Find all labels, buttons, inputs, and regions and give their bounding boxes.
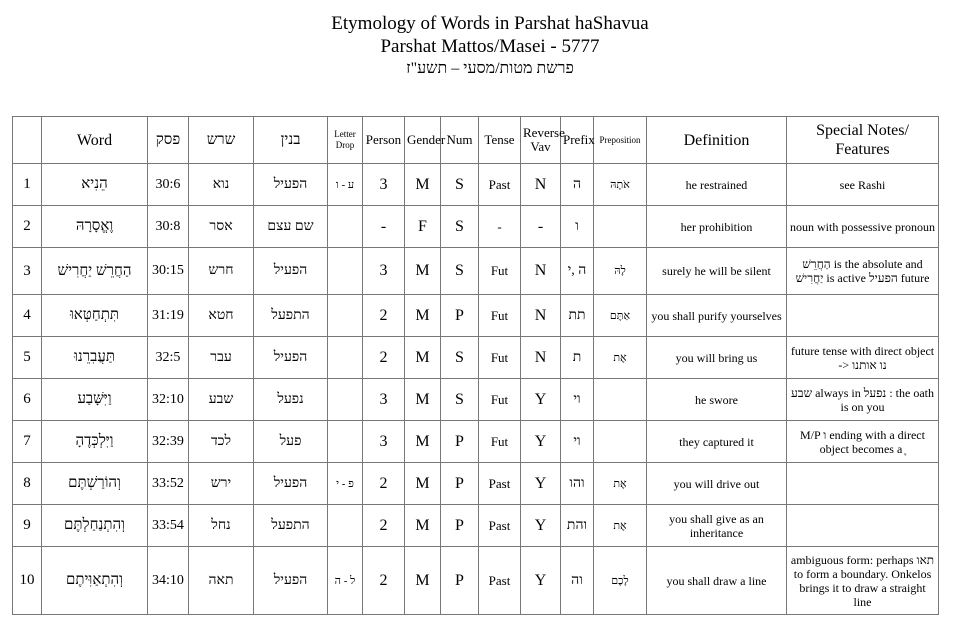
header-cell-shoresh: שרש xyxy=(189,117,254,164)
table-row xyxy=(13,505,939,547)
gender-cell: M xyxy=(405,248,441,295)
row-number: 6 xyxy=(13,379,42,421)
word-cell: וֶאֱסָרָהּ xyxy=(42,206,148,248)
prefix-cell: ו xyxy=(561,206,594,248)
prefix-cell: תת xyxy=(561,295,594,337)
binyan-cell: הפעיל xyxy=(254,164,328,206)
row-number: 9 xyxy=(13,505,42,547)
hebrew-title: פרשת מטות/מסעי – תשע"ז xyxy=(406,60,574,77)
notes-cell: see Rashi xyxy=(787,164,939,206)
notes-cell: הַחֲרֵשׁ is the absolute and יַחֲרִישׁ is active הפעיל future xyxy=(787,248,939,295)
binyan-cell: הפעיל xyxy=(254,463,328,505)
definition-cell: you shall draw a line xyxy=(647,547,787,615)
header-cell-reverse-vav: Reverse Vav xyxy=(521,117,561,164)
header-cell-binyan: בנין xyxy=(254,117,328,164)
word-cell: הֵנִיא xyxy=(42,164,148,206)
header-cell-word: Word xyxy=(42,117,148,164)
gender-cell: M xyxy=(405,164,441,206)
person-cell: 2 xyxy=(363,337,405,379)
tense-cell: Past xyxy=(479,463,521,505)
person-cell: 3 xyxy=(363,164,405,206)
reverse-vav-cell: N xyxy=(521,295,561,337)
tense-cell: Fut xyxy=(479,337,521,379)
row-number: 5 xyxy=(13,337,42,379)
reverse-vav-cell: Y xyxy=(521,505,561,547)
binyan-cell: הפעיל xyxy=(254,337,328,379)
number-cell: S xyxy=(441,206,479,248)
person-cell: 3 xyxy=(363,248,405,295)
shoresh-cell: שבע xyxy=(189,379,254,421)
tense-cell: Fut xyxy=(479,379,521,421)
gender-cell: M xyxy=(405,337,441,379)
definition-cell: you will bring us xyxy=(647,337,787,379)
definition-cell: surely he will be silent xyxy=(647,248,787,295)
reverse-vav-cell: Y xyxy=(521,547,561,615)
word-cell: תַּעֲבִרֵנוּ xyxy=(42,337,148,379)
shoresh-cell: אסר xyxy=(189,206,254,248)
notes-cell xyxy=(787,295,939,337)
notes-cell xyxy=(787,463,939,505)
gender-cell: M xyxy=(405,463,441,505)
header-cell-num-sp: Num xyxy=(441,117,479,164)
letter-drop-cell: פ - י xyxy=(328,463,363,505)
reverse-vav-cell: N xyxy=(521,164,561,206)
letter-drop-cell xyxy=(328,295,363,337)
pasuk-cell: 33:54 xyxy=(148,505,189,547)
preposition-cell xyxy=(594,421,647,463)
header-cell-prefix: Prefix xyxy=(561,117,594,164)
preposition-cell: אֹתָהּ xyxy=(594,164,647,206)
shoresh-cell: עבר xyxy=(189,337,254,379)
row-number: 4 xyxy=(13,295,42,337)
definition-cell: they captured it xyxy=(647,421,787,463)
binyan-cell: התפעל xyxy=(254,295,328,337)
table-row xyxy=(13,379,939,421)
preposition-cell: אֶת xyxy=(594,463,647,505)
pasuk-cell: 34:10 xyxy=(148,547,189,615)
prefix-cell: וה xyxy=(561,547,594,615)
header-cell-pasuk: פסק xyxy=(148,117,189,164)
binyan-cell: הפעיל xyxy=(254,248,328,295)
header-cell-letter-drop: Letter Drop xyxy=(328,117,363,164)
number-cell: P xyxy=(441,463,479,505)
table-row xyxy=(13,463,939,505)
gender-cell: M xyxy=(405,379,441,421)
word-cell: וַיִּלְכְּדֶהָ xyxy=(42,421,148,463)
word-cell: וְהִתְאַוִּיתֶם xyxy=(42,547,148,615)
tense-cell: Fut xyxy=(479,248,521,295)
letter-drop-cell xyxy=(328,248,363,295)
binyan-cell: שם עצם xyxy=(254,206,328,248)
tense-cell: Past xyxy=(479,547,521,615)
tense-cell: Fut xyxy=(479,295,521,337)
preposition-cell xyxy=(594,206,647,248)
shoresh-cell: חטא xyxy=(189,295,254,337)
row-number: 10 xyxy=(13,547,42,615)
shoresh-cell: לכד xyxy=(189,421,254,463)
notes-cell: ambiguous form: perhaps תאו to form a boundary. Onkelos brings it to draw a straight line xyxy=(787,547,939,615)
letter-drop-cell xyxy=(328,337,363,379)
table-row xyxy=(13,295,939,337)
row-number: 1 xyxy=(13,164,42,206)
gender-cell: M xyxy=(405,505,441,547)
tense-cell: Past xyxy=(479,164,521,206)
tense-cell: Past xyxy=(479,505,521,547)
prefix-cell: והו xyxy=(561,463,594,505)
notes-cell xyxy=(787,505,939,547)
table-row xyxy=(13,164,939,206)
person-cell: 2 xyxy=(363,463,405,505)
gender-cell: F xyxy=(405,206,441,248)
binyan-cell: נפעל xyxy=(254,379,328,421)
table-row xyxy=(13,248,939,295)
pasuk-cell: 32:10 xyxy=(148,379,189,421)
number-cell: P xyxy=(441,295,479,337)
tense-cell: Fut xyxy=(479,421,521,463)
shoresh-cell: נחל xyxy=(189,505,254,547)
preposition-cell: אַתֶּם xyxy=(594,295,647,337)
binyan-cell: פעל xyxy=(254,421,328,463)
person-cell: 2 xyxy=(363,295,405,337)
prefix-cell: והת xyxy=(561,505,594,547)
table-header-row xyxy=(13,117,939,164)
reverse-vav-cell: Y xyxy=(521,421,561,463)
person-cell: 3 xyxy=(363,421,405,463)
notes-cell: שבע always in נפעל : the oath is on you xyxy=(787,379,939,421)
gender-cell: M xyxy=(405,295,441,337)
person-cell: 3 xyxy=(363,379,405,421)
pasuk-cell: 30:6 xyxy=(148,164,189,206)
person-cell: 2 xyxy=(363,547,405,615)
header-cell-notes: Special Notes/ Features xyxy=(787,117,939,164)
definition-cell: he restrained xyxy=(647,164,787,206)
number-cell: S xyxy=(441,337,479,379)
shoresh-cell: ירש xyxy=(189,463,254,505)
prefix-cell: וי xyxy=(561,379,594,421)
prefix-cell: ת xyxy=(561,337,594,379)
row-number: 8 xyxy=(13,463,42,505)
definition-cell: her prohibition xyxy=(647,206,787,248)
reverse-vav-cell: Y xyxy=(521,463,561,505)
pasuk-cell: 31:19 xyxy=(148,295,189,337)
binyan-cell: הפעיל xyxy=(254,547,328,615)
gender-cell: M xyxy=(405,421,441,463)
gender-cell: M xyxy=(405,547,441,615)
notes-cell: noun with possessive pronoun xyxy=(787,206,939,248)
reverse-vav-cell: N xyxy=(521,248,561,295)
table-row xyxy=(13,421,939,463)
table-row xyxy=(13,547,939,615)
document-subtitle: Parshat Mattos/Masei - 5777 xyxy=(380,36,600,57)
preposition-cell: אֶת xyxy=(594,505,647,547)
letter-drop-cell xyxy=(328,379,363,421)
row-number: 7 xyxy=(13,421,42,463)
row-number: 3 xyxy=(13,248,42,295)
shoresh-cell: חרש xyxy=(189,248,254,295)
word-cell: וְהוֹרַשְׁתֶּם xyxy=(42,463,148,505)
letter-drop-cell xyxy=(328,421,363,463)
shoresh-cell: תאה xyxy=(189,547,254,615)
header-cell-num xyxy=(13,117,42,164)
reverse-vav-cell: - xyxy=(521,206,561,248)
pasuk-cell: 32:39 xyxy=(148,421,189,463)
definition-cell: he swore xyxy=(647,379,787,421)
header-cell-gender: Gender xyxy=(405,117,441,164)
notes-cell: future tense with direct object -> נו אותנו xyxy=(787,337,939,379)
definition-cell: you will drive out xyxy=(647,463,787,505)
pasuk-cell: 30:8 xyxy=(148,206,189,248)
pasuk-cell: 33:52 xyxy=(148,463,189,505)
row-number: 2 xyxy=(13,206,42,248)
word-cell: וְהִתְנַחַלְתֶּם xyxy=(42,505,148,547)
header-cell-definition: Definition xyxy=(647,117,787,164)
letter-drop-cell: ל - ה xyxy=(328,547,363,615)
definition-cell: you shall give as an inheritance xyxy=(647,505,787,547)
shoresh-cell: נוא xyxy=(189,164,254,206)
preposition-cell: לָהּ xyxy=(594,248,647,295)
binyan-cell: התפעל xyxy=(254,505,328,547)
number-cell: P xyxy=(441,547,479,615)
preposition-cell: אֶת xyxy=(594,337,647,379)
number-cell: P xyxy=(441,421,479,463)
number-cell: S xyxy=(441,379,479,421)
notes-cell: M/P ו ending with a direct object becomes a ֶ xyxy=(787,421,939,463)
letter-drop-cell: ע - ו xyxy=(328,164,363,206)
header-cell-person: Person xyxy=(363,117,405,164)
word-cell: הַחֲרֵשׁ יַחֲרִישׁ xyxy=(42,248,148,295)
letter-drop-cell xyxy=(328,505,363,547)
header-cell-tense: Tense xyxy=(479,117,521,164)
definition-cell: you shall purify yourselves xyxy=(647,295,787,337)
reverse-vav-cell: N xyxy=(521,337,561,379)
number-cell: P xyxy=(441,505,479,547)
letter-drop-cell xyxy=(328,206,363,248)
person-cell: 2 xyxy=(363,505,405,547)
reverse-vav-cell: Y xyxy=(521,379,561,421)
table-row xyxy=(13,337,939,379)
preposition-cell: לָכֶם xyxy=(594,547,647,615)
number-cell: S xyxy=(441,248,479,295)
pasuk-cell: 32:5 xyxy=(148,337,189,379)
table-row xyxy=(13,206,939,248)
etymology-table xyxy=(12,116,939,615)
tense-cell: - xyxy=(479,206,521,248)
number-cell: S xyxy=(441,164,479,206)
pasuk-cell: 30:15 xyxy=(148,248,189,295)
prefix-cell: ה xyxy=(561,164,594,206)
document-header xyxy=(0,12,980,80)
prefix-cell: וי xyxy=(561,421,594,463)
header-cell-preposition: Preposition xyxy=(594,117,647,164)
preposition-cell xyxy=(594,379,647,421)
prefix-cell: ה ,י xyxy=(561,248,594,295)
person-cell: - xyxy=(363,206,405,248)
word-cell: וַיִּשָּׁבַע xyxy=(42,379,148,421)
word-cell: תִּתְחַטְּאוּ xyxy=(42,295,148,337)
document-title: Etymology of Words in Parshat haShavua xyxy=(331,13,649,34)
